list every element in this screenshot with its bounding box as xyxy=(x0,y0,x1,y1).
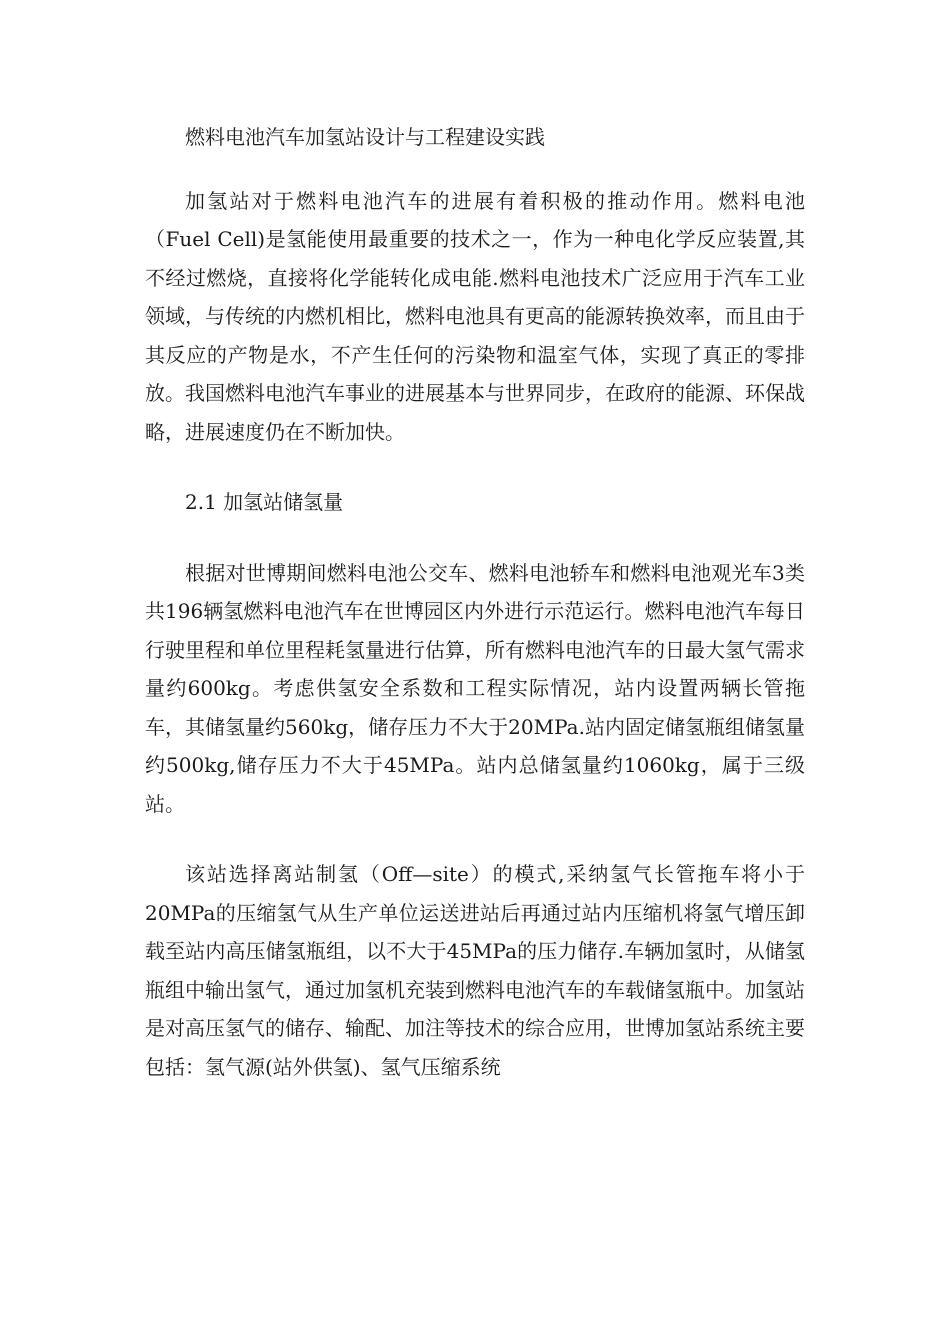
document-body xyxy=(145,118,805,1118)
document-title: 燃料电池汽车加氢站设计与工程建设实践 xyxy=(185,125,545,149)
intro-paragraph: 加氢站对于燃料电池汽车的进展有着积极的推动作用。燃料电池（Fuel Cell)是氢能使用最重要的技术之一，作为一种电化学反应装置,其不经过燃烧，直接将化学能转化成电能.燃料电池技术广泛应用于汽车工业领域，与传统的内燃机相比，燃料电池具有更高的能源转换效率，而且由于其反应的产物是水，不产生任何的污染物和温室气体，实现了真正的零排放。我国燃料电池汽车事业的进展基本与世界同步，在政府的能源、环保战略，进展速度仍在不断加快。 xyxy=(145,188,805,444)
section-heading: 2.1 加氢站储氢量 xyxy=(185,490,344,514)
section-paragraph-storage: 根据对世博期间燃料电池公交车、燃料电池轿车和燃料电池观光车3类共196辆氢燃料电池汽车在世博园区内外进行示范运行。燃料电池汽车每日行驶里程和单位里程耗氢量进行估算，所有燃料电池汽车的日最大氢气需求量约600kg。考虑供氢安全系数和工程实际情况，站内设置两辆长管拖车，其储氢量约560kg，储存压力不大于20MPa.站内固定储氢瓶组储氢量约500kg,储存压力不大于45MPa。站内总储氢量约1060kg，属于三级站。 xyxy=(145,560,805,816)
section-paragraph-supply-mode: 该站选择离站制氢（Off—site）的模式,采纳氢气长管拖车将小于20MPa的压缩氢气从生产单位运送进站后再通过站内压缩机将氢气增压卸载至站内高压储氢瓶组，以不大于45MPa的压力储存.车辆加氢时，从储氢瓶组中输出氢气，通过加氢机充装到燃料电池汽车的车载储氢瓶中。加氢站是对高压氢气的储存、输配、加注等技术的综合应用，世博加氢站系统主要包括：氢气源(站外供氢)、氢气压缩系统 xyxy=(145,862,805,1079)
